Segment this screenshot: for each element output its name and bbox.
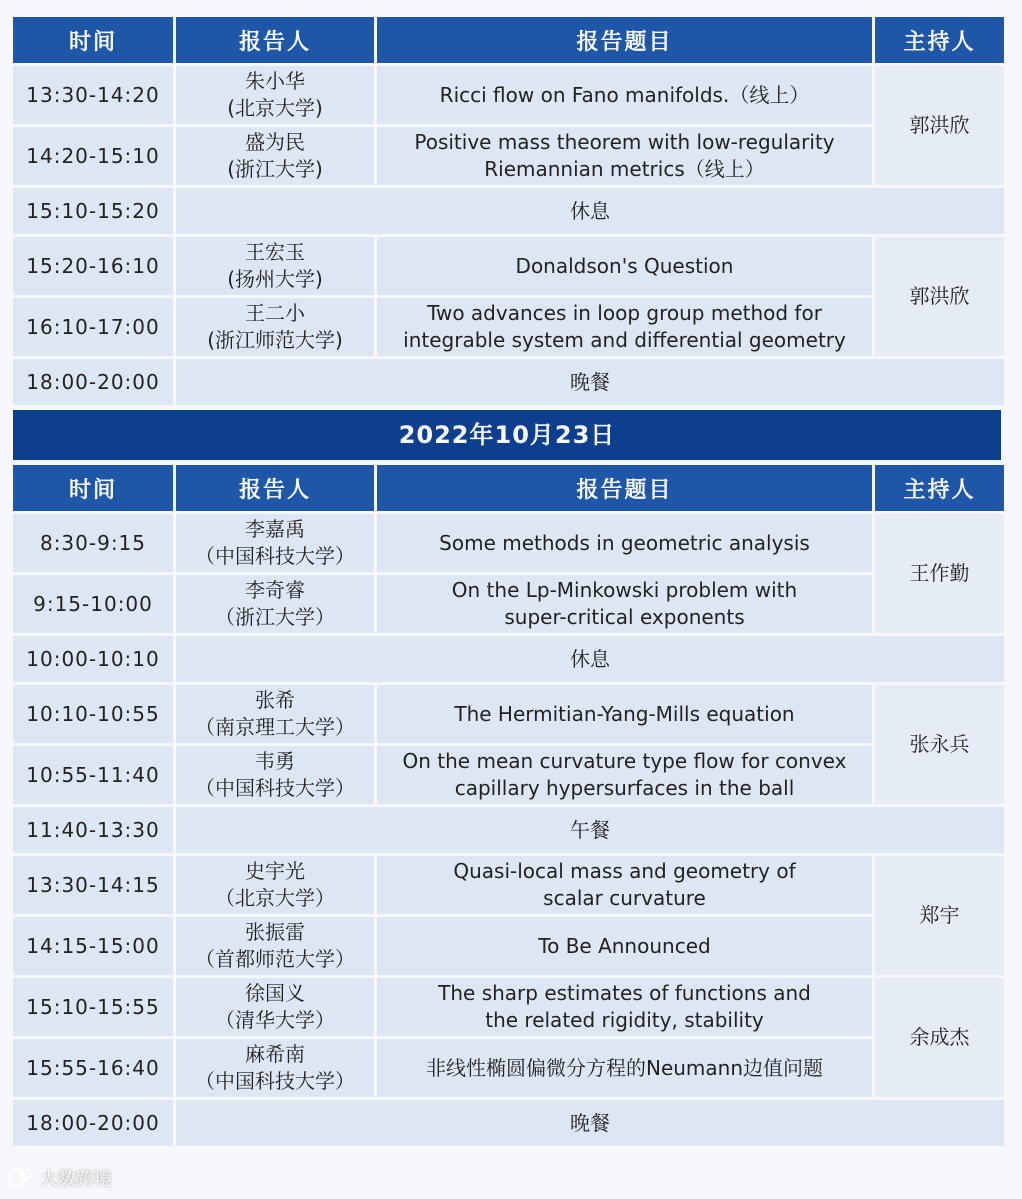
speaker-affiliation: （中国科技大学）	[195, 1069, 355, 1093]
speaker-affiliation: (浙江师范大学)	[207, 328, 343, 352]
speaker-cell	[176, 856, 374, 914]
speaker-cell	[176, 514, 374, 572]
speaker-name: 李嘉禹	[245, 517, 305, 541]
time-cell: 15:10-15:55	[13, 978, 173, 1036]
speaker-name: 韦勇	[255, 749, 295, 773]
speaker-name: 张振雷	[245, 920, 305, 944]
speaker-cell	[176, 237, 374, 295]
speaker-name: 王二小	[245, 301, 305, 325]
speaker-name: 麻希南	[245, 1042, 305, 1066]
speaker-affiliation: （中国科技大学）	[195, 776, 355, 800]
host-cell: 郭洪欣	[875, 66, 1004, 185]
header-row	[13, 465, 1004, 511]
speaker-cell	[176, 917, 374, 975]
time-cell: 14:15-15:00	[13, 917, 173, 975]
talk-title-line2: integrable system and differential geometry	[403, 328, 846, 352]
talk-title-line1: On the mean curvature type flow for convex	[402, 749, 847, 773]
time-cell: 11:40-13:30	[13, 807, 173, 853]
time-cell: 10:10-10:55	[13, 685, 173, 743]
time-cell: 10:00-10:10	[13, 636, 173, 682]
speaker-name: 徐国义	[245, 981, 305, 1005]
time-cell: 18:00-20:00	[13, 359, 173, 405]
speaker-affiliation: (扬州大学)	[227, 267, 323, 291]
speaker-cell	[176, 746, 374, 804]
table-row	[13, 746, 1004, 804]
host-cell: 郭洪欣	[875, 237, 1004, 356]
table-row	[13, 856, 1004, 914]
speaker-cell	[176, 127, 374, 185]
time-cell: 15:20-16:10	[13, 237, 173, 295]
schedule-table-day1	[10, 14, 1007, 408]
header-speaker: 报告人	[176, 465, 374, 511]
speaker-affiliation: （首都师范大学）	[195, 947, 355, 971]
speaker-affiliation: （北京大学）	[215, 886, 335, 910]
break-cell: 休息	[176, 636, 1004, 682]
talk-title-cell	[377, 978, 872, 1036]
table-row	[13, 575, 1004, 633]
talk-title-line1: On the Lp-Minkowski problem with	[451, 578, 798, 602]
watermark-logo-icon	[6, 1167, 36, 1189]
talk-title-line1: Ricci flow on Fano manifolds.（线上）	[439, 82, 810, 107]
talk-title-line1: Quasi-local mass and geometry of	[453, 859, 796, 883]
host-cell: 郑宇	[875, 856, 1004, 975]
speaker-cell	[176, 575, 374, 633]
time-cell: 13:30-14:20	[13, 66, 173, 124]
talk-title-cell	[377, 237, 872, 295]
table-row	[13, 1039, 1004, 1097]
talk-title-cell	[377, 298, 872, 356]
talk-title-cell	[377, 917, 872, 975]
talk-title-cell	[377, 575, 872, 633]
table-row	[13, 978, 1004, 1036]
time-cell: 8:30-9:15	[13, 514, 173, 572]
schedule	[10, 14, 1004, 1149]
time-cell: 13:30-14:15	[13, 856, 173, 914]
header-time: 时间	[13, 465, 173, 511]
time-cell: 9:15-10:00	[13, 575, 173, 633]
host-cell: 王作勤	[875, 514, 1004, 633]
talk-title-line1: The Hermitian-Yang-Mills equation	[454, 701, 795, 726]
speaker-name: 史宇光	[245, 859, 305, 883]
talk-title-line2: Riemannian metrics（线上）	[484, 157, 765, 181]
talk-title-cell	[377, 856, 872, 914]
break-cell: 午餐	[176, 807, 1004, 853]
talk-title-line1: The sharp estimates of functions and	[438, 981, 811, 1005]
talk-title-line1: Some methods in geometric analysis	[439, 530, 810, 555]
day2-date-banner: 2022年10月23日	[13, 410, 1001, 460]
break-row	[13, 807, 1004, 853]
talk-title-line2: capillary hypersurfaces in the ball	[454, 776, 795, 800]
break-cell: 晚餐	[176, 359, 1004, 405]
talk-title-line2: super-critical exponents	[504, 605, 745, 629]
table-row	[13, 298, 1004, 356]
speaker-cell	[176, 978, 374, 1036]
speaker-affiliation: （清华大学）	[215, 1008, 335, 1032]
talk-title-line2: the related rigidity, stability	[485, 1008, 764, 1032]
header-host: 主持人	[875, 17, 1004, 63]
watermark	[6, 1165, 112, 1191]
speaker-affiliation: (北京大学)	[227, 96, 323, 120]
time-cell: 15:55-16:40	[13, 1039, 173, 1097]
header-title: 报告题目	[377, 17, 872, 63]
header-speaker: 报告人	[176, 17, 374, 63]
header-host: 主持人	[875, 465, 1004, 511]
break-cell: 休息	[176, 188, 1004, 234]
speaker-cell	[176, 298, 374, 356]
talk-title-cell	[377, 66, 872, 124]
talk-title-line1: Donaldson's Question	[515, 253, 734, 278]
break-cell: 晚餐	[176, 1100, 1004, 1146]
time-cell: 15:10-15:20	[13, 188, 173, 234]
host-cell: 张永兵	[875, 685, 1004, 804]
break-row	[13, 636, 1004, 682]
time-cell: 14:20-15:10	[13, 127, 173, 185]
talk-title-line1: Two advances in loop group method for	[427, 301, 822, 325]
talk-title-cell	[377, 127, 872, 185]
speaker-cell	[176, 1039, 374, 1097]
speaker-name: 朱小华	[245, 69, 305, 93]
header-time: 时间	[13, 17, 173, 63]
speaker-name: 盛为民	[245, 130, 305, 154]
speaker-name: 张希	[255, 688, 295, 712]
speaker-name: 王宏玉	[245, 240, 305, 264]
table-row	[13, 514, 1004, 572]
talk-title-line1: To Be Announced	[538, 933, 711, 958]
table-row	[13, 127, 1004, 185]
speaker-affiliation: （中国科技大学）	[195, 544, 355, 568]
talk-title-line1: Positive mass theorem with low-regularity	[414, 130, 835, 154]
break-row	[13, 188, 1004, 234]
talk-title-line2: scalar curvature	[543, 886, 706, 910]
watermark-text: 大数跨境	[40, 1169, 112, 1190]
table-row	[13, 685, 1004, 743]
talk-title-line1: 非线性椭圆偏微分方程的Neumann边值问题	[425, 1055, 824, 1080]
time-cell: 10:55-11:40	[13, 746, 173, 804]
speaker-affiliation: （南京理工大学）	[195, 715, 355, 739]
speaker-cell	[176, 685, 374, 743]
talk-title-cell	[377, 514, 872, 572]
time-cell: 18:00-20:00	[13, 1100, 173, 1146]
speaker-cell	[176, 66, 374, 124]
speaker-affiliation: (浙江大学)	[227, 157, 323, 181]
break-row	[13, 1100, 1004, 1146]
talk-title-cell	[377, 685, 872, 743]
header-row	[13, 17, 1004, 63]
header-title: 报告题目	[377, 465, 872, 511]
break-row	[13, 359, 1004, 405]
table-row	[13, 66, 1004, 124]
time-cell: 16:10-17:00	[13, 298, 173, 356]
host-cell: 余成杰	[875, 978, 1004, 1097]
speaker-name: 李奇睿	[245, 578, 305, 602]
table-row	[13, 237, 1004, 295]
schedule-table-day2	[10, 462, 1007, 1149]
talk-title-cell	[377, 1039, 872, 1097]
talk-title-cell	[377, 746, 872, 804]
speaker-affiliation: （浙江大学）	[215, 605, 335, 629]
table-row	[13, 917, 1004, 975]
